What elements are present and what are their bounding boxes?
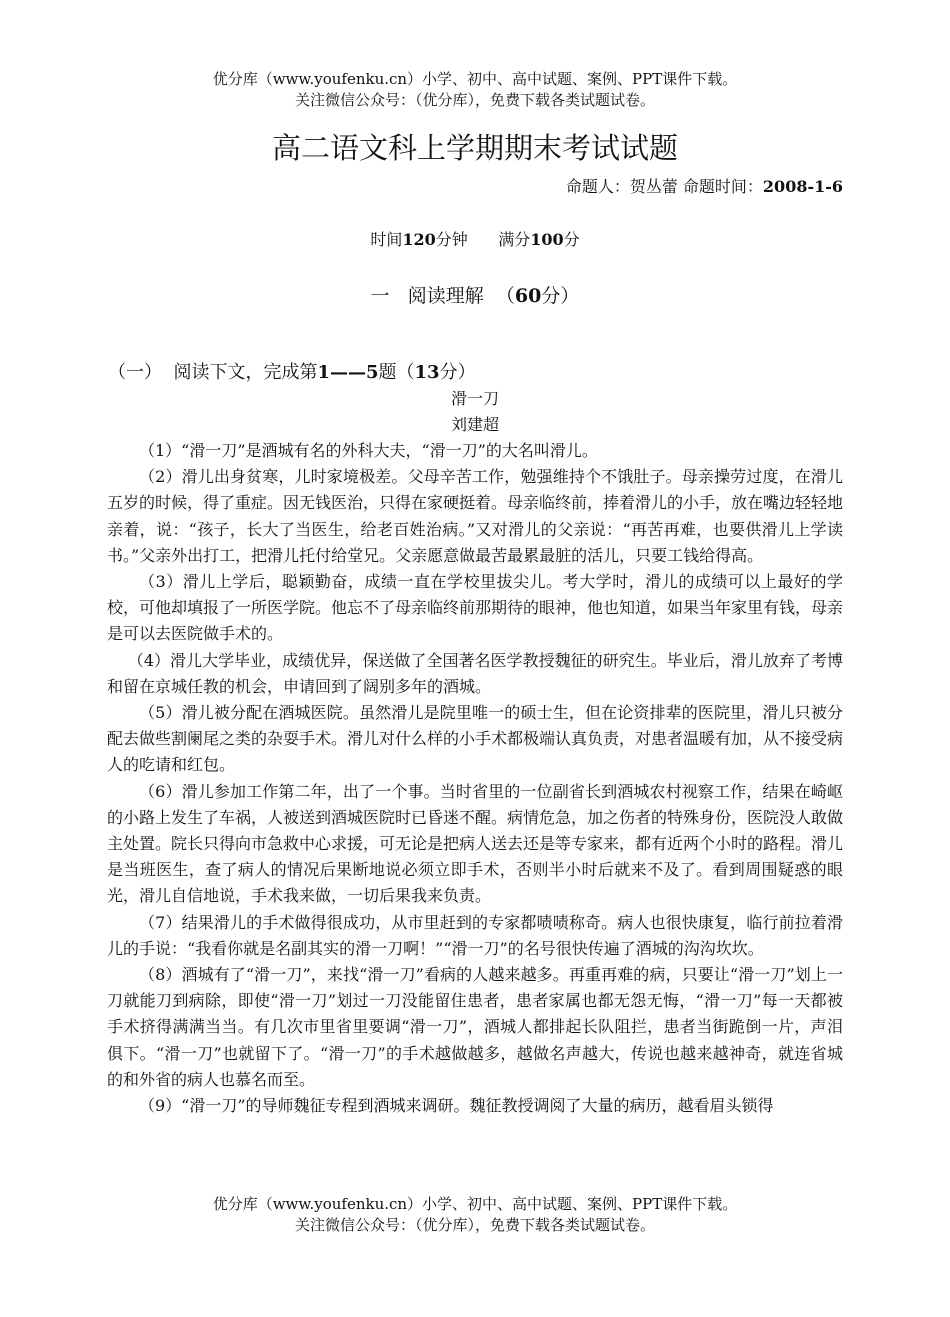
paragraph-4: （4）滑儿大学毕业，成绩优异，保送做了全国著名医学教授魏征的研究生。毕业后，滑儿放弃了考博和留在京城任教的机会，申请回到了阔别多年的酒城。: [107, 650, 843, 696]
header-line-1: 优分库（www.youfenku.cn）小学、初中、高中试题、案例、PPT课件下载。: [212, 70, 738, 88]
question-heading: [108, 360, 476, 386]
question-head-end: 分）: [439, 362, 476, 383]
question-range: 1——5: [317, 362, 379, 383]
story-author: 刘建超: [450, 415, 499, 434]
author-label: 命题人：贺丛蕾 命题时间：: [565, 177, 763, 196]
paragraph-1: （1）“滑一刀”是酒城有名的外科大夫，“滑一刀”的大名叫滑儿。: [139, 441, 598, 460]
score-label: 分钟 满分: [435, 230, 531, 249]
footer-line-1: 优分库（www.youfenku.cn）小学、初中、高中试题、案例、PPT课件下载。: [212, 1195, 738, 1213]
paragraph-9: （9）“滑一刀”的导师魏征专程到酒城来调研。魏征教授调阅了大量的病历，越看眉头锁得: [139, 1096, 774, 1116]
page-footer: [0, 1194, 950, 1236]
total-score: 100: [530, 230, 564, 249]
question-head-mid: 题（: [378, 362, 415, 383]
paragraph-6: （6）滑儿参加工作第二年，出了一个事。当时省里的一位副省长到酒城农村视察工作，结果在崎岖的小路上发生了车祸，人被送到酒城医院时已昏迷不醒。病情危急，加之伤者的特殊身份，医院没人敢做主处置。院长只得向市急救中心求援，可无论是把病人送去还是等专家来，都有近两个小时的路程。滑儿是当班医生，查了病人的情况后果断地说必须立即手术，否则半小时后就来不及了。看到周围疑惑的眼光，滑儿自信地说，手术我来做，一切后果我来负责。: [107, 781, 844, 906]
header-line-2: 关注微信公众号：（优分库），免费下载各类试题试卷。: [294, 91, 655, 109]
time-label: 时间: [370, 230, 403, 249]
paragraph-5: （5）滑儿被分配在酒城医院。虽然滑儿是院里唯一的硕士生，但在论资排辈的医院里，滑儿只被分配去做些割阑尾之类的杂耍手术。滑儿对什么样的小手术都极端认真负责，对患者温暖有加，从不接受病人的吃请和红包。: [107, 703, 844, 775]
story-body: [107, 438, 843, 1119]
exam-title: 高二语文科上学期期末考试试题: [271, 131, 678, 165]
section-heading: [0, 283, 950, 309]
question-points: 13: [414, 362, 440, 383]
paragraph-7: （7）结果滑儿的手术做得很成功，从市里赶到的专家都啧啧称奇。病人也很快康复，临行前拉着滑儿的手说：“我看你就是名副其实的滑一刀啊！”“滑一刀”的名号很快传遍了酒城的沟沟坎坎。: [107, 912, 843, 958]
paragraph-3: （3）滑儿上学后，聪颖勤奋，成绩一直在学校里拔尖儿。考大学时，滑儿的成绩可以上最好的学校，可他却填报了一所医学院。他忘不了母亲临终前那期待的眼神，他也知道，如果当年家里有钱，母亲是可以去医院做手术的。: [107, 572, 844, 644]
section-points: 60: [514, 285, 542, 307]
score-unit: 分: [563, 230, 580, 249]
section-suffix: 分）: [541, 285, 580, 307]
paragraph-8: （8）酒城有了“滑一刀”，来找“滑一刀”看病的人越来越多。再重再难的病，只要让“滑一刀”划上一刀就能刀到病除，即使“滑一刀”划过一刀没能留住患者，患者家属也都无怨无悔，“滑一刀”每一天都被手术挤得满满当当。有几次市里省里要调“滑一刀”，酒城人都排起长队阻拦，患者当街跪倒一片，声泪俱下。“滑一刀”也就留下了。“滑一刀”的手术越做越多，越做名声越大，传说也越来越神奇，就连省城的和外省的病人也慕名而至。: [107, 965, 843, 1089]
page-header: [0, 69, 950, 111]
time-score-line: [0, 229, 950, 251]
author-line: [566, 176, 843, 198]
section-label: 一 阅读理解 （: [370, 285, 515, 307]
question-head-text: （一） 阅读下文，完成第: [108, 362, 318, 383]
paragraph-2: （2）滑儿出身贫寒，儿时家境极差。父母辛苦工作，勉强维持个不饿肚子。母亲操劳过度，在滑儿五岁的时候，得了重症。因无钱医治，只得在家硬挺着。母亲临终前，捧着滑儿的小手，放在嘴边轻轻地亲着，说：“孩子，长大了当医生，给老百姓治病。”又对滑儿的父亲说：“再苦再难，也要供滑儿上学读书。”父亲外出打工，把滑儿托付给堂兄。父亲愿意做最苦最累最脏的活儿，只要工钱给得高。: [107, 467, 844, 565]
time-minutes: 120: [402, 230, 436, 249]
exam-date: 2008-1-6: [762, 177, 843, 196]
story-title: 滑一刀: [450, 389, 499, 408]
footer-line-2: 关注微信公众号：（优分库），免费下载各类试题试卷。: [294, 1216, 655, 1234]
